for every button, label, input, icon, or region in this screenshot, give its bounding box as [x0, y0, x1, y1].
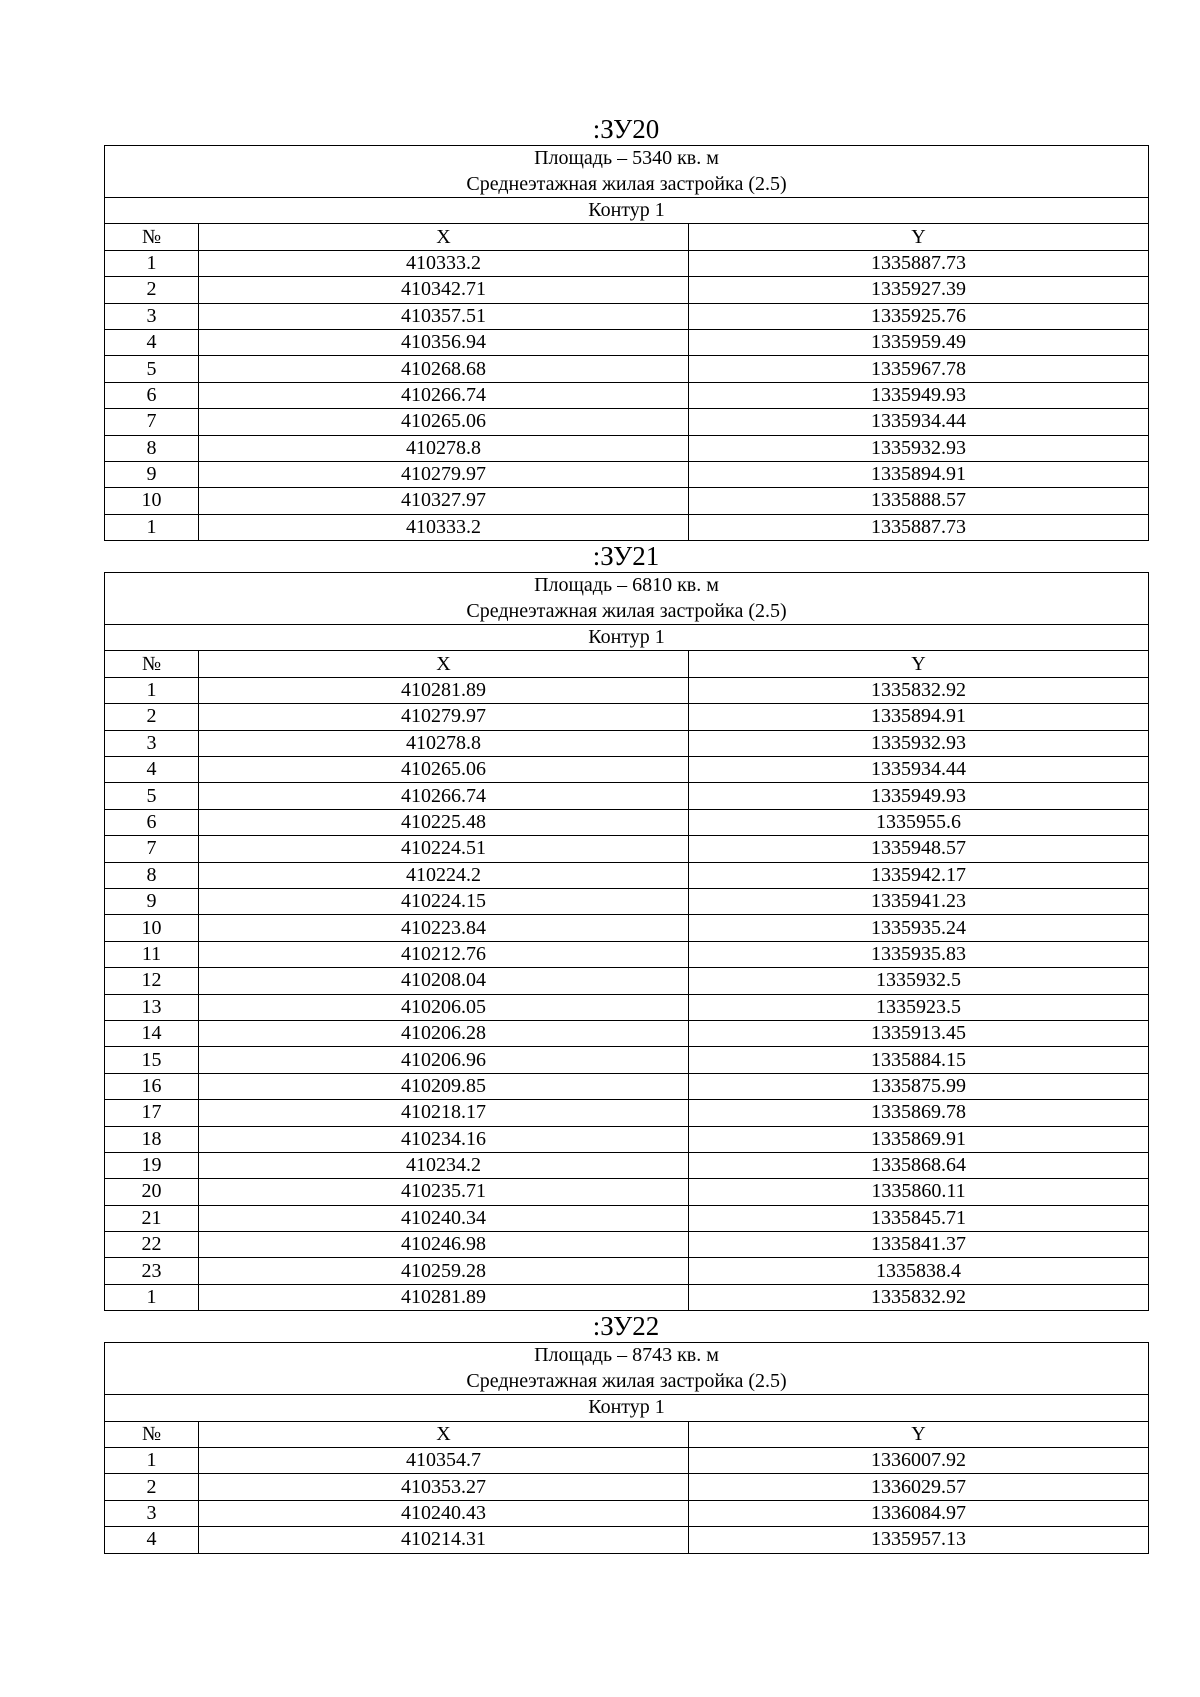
y-coordinate: 1335875.99 — [689, 1073, 1149, 1099]
table-row — [105, 809, 1149, 835]
y-coordinate: 1335887.73 — [689, 514, 1149, 540]
table-row — [105, 1126, 1149, 1152]
point-number: 1 — [105, 514, 199, 540]
y-coordinate: 1336084.97 — [689, 1500, 1149, 1526]
point-number: 4 — [105, 329, 199, 355]
table-row — [105, 1500, 1149, 1526]
coordinates-table — [104, 572, 1149, 1311]
x-coordinate: 410218.17 — [199, 1100, 689, 1126]
table-row — [105, 1179, 1149, 1205]
point-number: 2 — [105, 1474, 199, 1500]
x-coordinate: 410333.2 — [199, 250, 689, 276]
y-coordinate: 1335955.6 — [689, 809, 1149, 835]
x-coordinate: 410327.97 — [199, 488, 689, 514]
plot-area: Площадь – 6810 кв. м — [534, 574, 719, 597]
plot-info-row — [105, 1343, 1149, 1395]
y-coordinate: 1335860.11 — [689, 1179, 1149, 1205]
y-coordinate: 1335884.15 — [689, 1047, 1149, 1073]
x-coordinate: 410356.94 — [199, 329, 689, 355]
y-coordinate: 1335932.93 — [689, 730, 1149, 756]
point-number: 18 — [105, 1126, 199, 1152]
plot-land-use: Среднеэтажная жилая застройка (2.5) — [466, 172, 787, 195]
y-coordinate: 1335932.5 — [689, 968, 1149, 994]
y-coordinate: 1335838.4 — [689, 1258, 1149, 1284]
y-coordinate: 1335832.92 — [689, 1284, 1149, 1310]
y-coordinate: 1335941.23 — [689, 888, 1149, 914]
coordinates-table — [104, 1342, 1149, 1553]
point-number: 7 — [105, 409, 199, 435]
table-row — [105, 1205, 1149, 1231]
x-coordinate: 410265.06 — [199, 757, 689, 783]
x-coordinate: 410281.89 — [199, 677, 689, 703]
plot-section — [104, 114, 1148, 541]
x-coordinate: 410333.2 — [199, 514, 689, 540]
point-number: 12 — [105, 968, 199, 994]
table-row — [105, 1474, 1149, 1500]
point-number: 3 — [105, 1500, 199, 1526]
table-row — [105, 1527, 1149, 1553]
point-number: 2 — [105, 704, 199, 730]
contour-row — [105, 1395, 1149, 1421]
point-number: 19 — [105, 1152, 199, 1178]
y-coordinate: 1335894.91 — [689, 704, 1149, 730]
point-number: 22 — [105, 1232, 199, 1258]
column-header-row — [105, 651, 1149, 677]
table-row — [105, 329, 1149, 355]
document-body — [104, 114, 1148, 1554]
plot-land-use: Среднеэтажная жилая застройка (2.5) — [466, 599, 787, 622]
point-number: 17 — [105, 1100, 199, 1126]
x-coordinate: 410206.28 — [199, 1020, 689, 1046]
x-coordinate: 410268.68 — [199, 356, 689, 382]
point-number: 3 — [105, 730, 199, 756]
point-number: 4 — [105, 1527, 199, 1553]
table-row — [105, 994, 1149, 1020]
x-coordinate: 410265.06 — [199, 409, 689, 435]
header-number: № — [105, 651, 199, 677]
point-number: 4 — [105, 757, 199, 783]
table-row — [105, 704, 1149, 730]
header-y: Y — [689, 651, 1149, 677]
contour-label: Контур 1 — [105, 198, 1149, 224]
point-number: 1 — [105, 250, 199, 276]
table-row — [105, 862, 1149, 888]
header-number: № — [105, 1421, 199, 1447]
y-coordinate: 1335841.37 — [689, 1232, 1149, 1258]
x-coordinate: 410235.71 — [199, 1179, 689, 1205]
x-coordinate: 410266.74 — [199, 783, 689, 809]
plot-section — [104, 541, 1148, 1311]
point-number: 6 — [105, 809, 199, 835]
point-number: 6 — [105, 382, 199, 408]
plot-info-row — [105, 146, 1149, 198]
table-row — [105, 1152, 1149, 1178]
y-coordinate: 1335869.78 — [689, 1100, 1149, 1126]
table-row — [105, 303, 1149, 329]
plot-info-cell — [105, 573, 1149, 625]
plot-info-cell — [105, 146, 1149, 198]
header-x: X — [199, 1421, 689, 1447]
y-coordinate: 1335935.83 — [689, 941, 1149, 967]
point-number: 14 — [105, 1020, 199, 1046]
y-coordinate: 1335934.44 — [689, 409, 1149, 435]
point-number: 21 — [105, 1205, 199, 1231]
y-coordinate: 1335934.44 — [689, 757, 1149, 783]
x-coordinate: 410279.97 — [199, 461, 689, 487]
table-row — [105, 677, 1149, 703]
y-coordinate: 1335913.45 — [689, 1020, 1149, 1046]
table-row — [105, 941, 1149, 967]
table-row — [105, 409, 1149, 435]
x-coordinate: 410209.85 — [199, 1073, 689, 1099]
y-coordinate: 1335949.93 — [689, 382, 1149, 408]
x-coordinate: 410353.27 — [199, 1474, 689, 1500]
point-number: 11 — [105, 941, 199, 967]
y-coordinate: 1336029.57 — [689, 1474, 1149, 1500]
y-coordinate: 1335925.76 — [689, 303, 1149, 329]
point-number: 13 — [105, 994, 199, 1020]
table-row — [105, 1047, 1149, 1073]
point-number: 8 — [105, 435, 199, 461]
y-coordinate: 1335935.24 — [689, 915, 1149, 941]
table-row — [105, 1073, 1149, 1099]
x-coordinate: 410206.05 — [199, 994, 689, 1020]
table-row — [105, 277, 1149, 303]
plot-area: Площадь – 5340 кв. м — [534, 147, 719, 169]
table-row — [105, 1448, 1149, 1474]
plot-title: :ЗУ21 — [592, 541, 660, 572]
y-coordinate: 1335949.93 — [689, 783, 1149, 809]
table-row — [105, 1100, 1149, 1126]
header-number: № — [105, 224, 199, 250]
table-row — [105, 1284, 1149, 1310]
table-row — [105, 356, 1149, 382]
plot-info-cell — [105, 1343, 1149, 1395]
x-coordinate: 410281.89 — [199, 1284, 689, 1310]
y-coordinate: 1335869.91 — [689, 1126, 1149, 1152]
header-y: Y — [689, 224, 1149, 250]
contour-row — [105, 625, 1149, 651]
header-x: X — [199, 651, 689, 677]
x-coordinate: 410208.04 — [199, 968, 689, 994]
y-coordinate: 1335845.71 — [689, 1205, 1149, 1231]
x-coordinate: 410234.2 — [199, 1152, 689, 1178]
table-row — [105, 1258, 1149, 1284]
header-y: Y — [689, 1421, 1149, 1447]
table-row — [105, 250, 1149, 276]
table-row — [105, 915, 1149, 941]
table-row — [105, 757, 1149, 783]
point-number: 9 — [105, 888, 199, 914]
x-coordinate: 410342.71 — [199, 277, 689, 303]
plot-title: :ЗУ22 — [592, 1311, 660, 1342]
x-coordinate: 410212.76 — [199, 941, 689, 967]
contour-label: Контур 1 — [105, 625, 1149, 651]
point-number: 16 — [105, 1073, 199, 1099]
x-coordinate: 410224.2 — [199, 862, 689, 888]
x-coordinate: 410240.43 — [199, 1500, 689, 1526]
point-number: 10 — [105, 915, 199, 941]
y-coordinate: 1335959.49 — [689, 329, 1149, 355]
x-coordinate: 410206.96 — [199, 1047, 689, 1073]
table-row — [105, 1020, 1149, 1046]
y-coordinate: 1335957.13 — [689, 1527, 1149, 1553]
point-number: 1 — [105, 1448, 199, 1474]
table-row — [105, 783, 1149, 809]
x-coordinate: 410225.48 — [199, 809, 689, 835]
table-row — [105, 1232, 1149, 1258]
point-number: 5 — [105, 783, 199, 809]
plot-info-row — [105, 573, 1149, 625]
x-coordinate: 410224.51 — [199, 836, 689, 862]
point-number: 15 — [105, 1047, 199, 1073]
x-coordinate: 410279.97 — [199, 704, 689, 730]
y-coordinate: 1335932.93 — [689, 435, 1149, 461]
point-number: 1 — [105, 1284, 199, 1310]
point-number: 20 — [105, 1179, 199, 1205]
contour-label: Контур 1 — [105, 1395, 1149, 1421]
x-coordinate: 410278.8 — [199, 435, 689, 461]
x-coordinate: 410354.7 — [199, 1448, 689, 1474]
point-number: 10 — [105, 488, 199, 514]
plot-section — [104, 1311, 1148, 1553]
plot-land-use: Среднеэтажная жилая застройка (2.5) — [466, 1369, 787, 1392]
point-number: 1 — [105, 677, 199, 703]
table-row — [105, 382, 1149, 408]
column-header-row — [105, 224, 1149, 250]
point-number: 5 — [105, 356, 199, 382]
point-number: 2 — [105, 277, 199, 303]
table-row — [105, 514, 1149, 540]
x-coordinate: 410357.51 — [199, 303, 689, 329]
y-coordinate: 1335868.64 — [689, 1152, 1149, 1178]
y-coordinate: 1335927.39 — [689, 277, 1149, 303]
y-coordinate: 1335887.73 — [689, 250, 1149, 276]
x-coordinate: 410259.28 — [199, 1258, 689, 1284]
contour-row — [105, 198, 1149, 224]
x-coordinate: 410214.31 — [199, 1527, 689, 1553]
table-row — [105, 730, 1149, 756]
table-row — [105, 435, 1149, 461]
y-coordinate: 1335967.78 — [689, 356, 1149, 382]
point-number: 3 — [105, 303, 199, 329]
y-coordinate: 1336007.92 — [689, 1448, 1149, 1474]
y-coordinate: 1335923.5 — [689, 994, 1149, 1020]
point-number: 8 — [105, 862, 199, 888]
x-coordinate: 410223.84 — [199, 915, 689, 941]
table-row — [105, 836, 1149, 862]
x-coordinate: 410266.74 — [199, 382, 689, 408]
table-row — [105, 968, 1149, 994]
y-coordinate: 1335948.57 — [689, 836, 1149, 862]
table-row — [105, 888, 1149, 914]
point-number: 23 — [105, 1258, 199, 1284]
header-x: X — [199, 224, 689, 250]
x-coordinate: 410240.34 — [199, 1205, 689, 1231]
plot-area: Площадь – 8743 кв. м — [534, 1344, 719, 1367]
x-coordinate: 410278.8 — [199, 730, 689, 756]
y-coordinate: 1335888.57 — [689, 488, 1149, 514]
table-row — [105, 488, 1149, 514]
column-header-row — [105, 1421, 1149, 1447]
x-coordinate: 410224.15 — [199, 888, 689, 914]
table-row — [105, 461, 1149, 487]
x-coordinate: 410234.16 — [199, 1126, 689, 1152]
x-coordinate: 410246.98 — [199, 1232, 689, 1258]
point-number: 7 — [105, 836, 199, 862]
point-number: 9 — [105, 461, 199, 487]
y-coordinate: 1335894.91 — [689, 461, 1149, 487]
plot-title: :ЗУ20 — [592, 114, 660, 144]
coordinates-table — [104, 145, 1149, 541]
y-coordinate: 1335832.92 — [689, 677, 1149, 703]
y-coordinate: 1335942.17 — [689, 862, 1149, 888]
